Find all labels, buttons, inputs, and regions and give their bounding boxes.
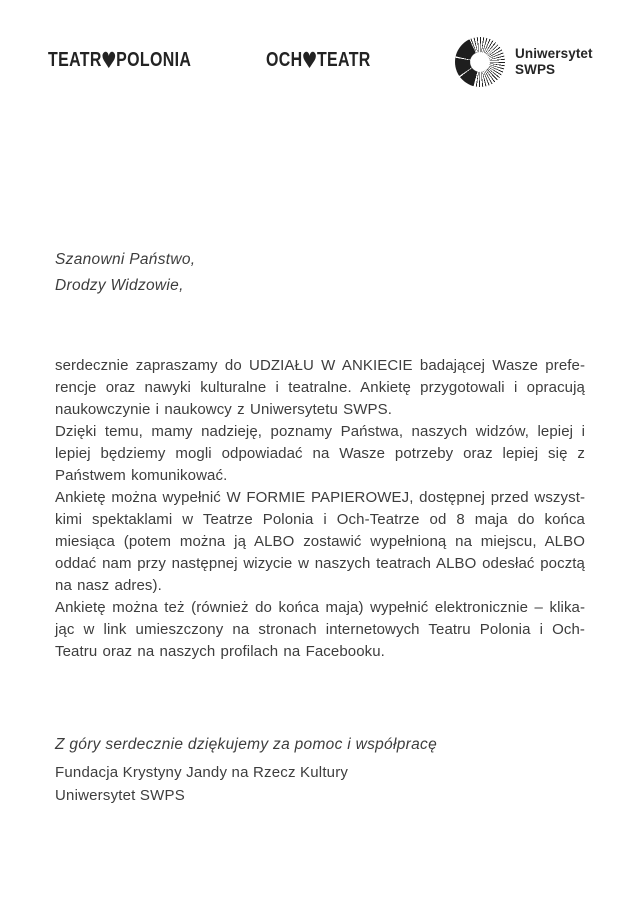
salutation-line-1: Szanowni Państwo, bbox=[55, 251, 196, 268]
salutation-line-2: Drodzy Widzowie, bbox=[55, 277, 184, 294]
uniwersytet-swps-logo bbox=[455, 37, 593, 87]
signature-line-1: Fundacja Krystyny Jandy na Rzecz Kultury bbox=[55, 764, 349, 781]
teatr-polonia-word-left: TEATR bbox=[48, 49, 102, 72]
paragraph-4: Ankietę można też (również do końca maja) wypełnić elektronicznie – klikając w link umieszczony na stronach internetowych Teatru Polonia i Och-Teatru oraz na naszych profilach na Facebooku. bbox=[55, 599, 585, 660]
heart-icon: ♥ bbox=[100, 47, 118, 74]
paragraph-1: serdecznie zapraszamy do UDZIAŁU W ANKIECIE badającej Wasze preferencje oraz nawyki kulturalne i teatralne. Ankietę przygotowali i opracują naukowczynie i naukowcy z Uniwersytetu SWPS. bbox=[55, 357, 585, 418]
salutation bbox=[55, 247, 195, 299]
och-teatr-logo bbox=[266, 49, 371, 72]
och-teatr-word-right: TEATR bbox=[316, 49, 371, 72]
paragraph-3: Ankietę można wypełnić W FORMIE PAPIEROWEJ, dostępnej przed wszystkimi spektaklami w Teatrze Polonia i Och-Teatrze od 8 maja do końca miesiąca (potem można ją ALBO zostawić wypełnioną na miejscu, ALBO oddać nam przy następnej wizycie w naszych teatrach ALBO odesłać pocztą na nasz adres). bbox=[55, 489, 585, 594]
signature bbox=[55, 761, 348, 807]
closing-line: Z góry serdecznie dziękujemy za pomoc i współpracę bbox=[55, 736, 437, 753]
uniwersytet-swps-logo-text bbox=[515, 46, 593, 78]
och-teatr-word-left: OCH bbox=[266, 49, 303, 72]
teatr-polonia-word-right: POLONIA bbox=[116, 49, 192, 72]
teatr-polonia-logo bbox=[48, 49, 191, 72]
swps-logo-line2: SWPS bbox=[515, 62, 556, 77]
heart-icon: ♥ bbox=[301, 47, 318, 74]
letter-body bbox=[55, 355, 585, 663]
swps-logo-line1: Uniwersytet bbox=[515, 46, 593, 61]
signature-line-2: Uniwersytet SWPS bbox=[55, 787, 185, 804]
paragraph-2: Dzięki temu, mamy nadzieję, poznamy Państwa, naszych widzów, lepiej i lepiej będziemy mogli odpowiadać na Wasze potrzeby oraz lepiej się z Państwem komunikować. bbox=[55, 423, 585, 484]
swps-sunburst-icon bbox=[455, 37, 505, 87]
